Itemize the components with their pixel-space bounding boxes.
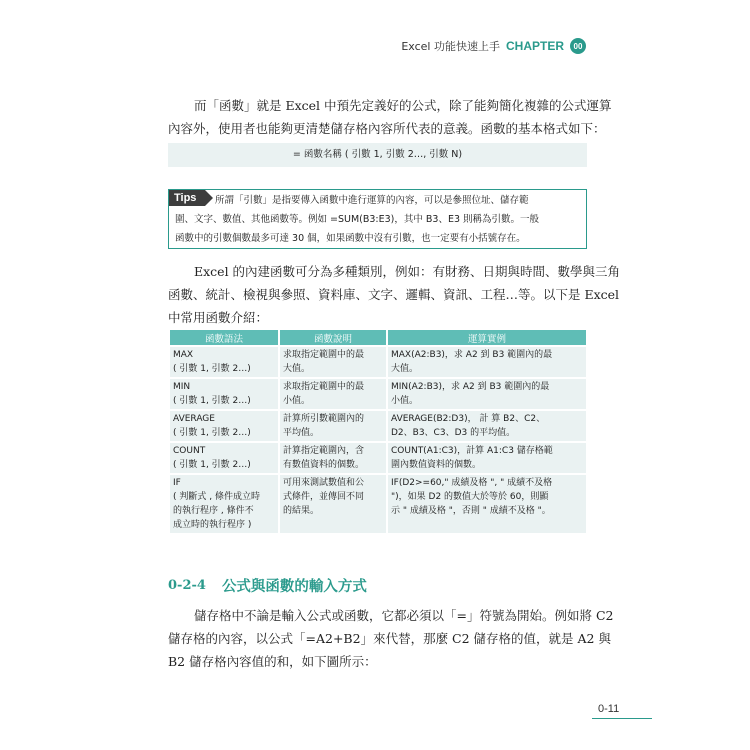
description-cell	[280, 379, 386, 409]
example-text: ")，如果 D2 的數值大於等於 60，則顯	[391, 492, 549, 502]
tips-line: 所謂「引數」是指要傳入函數中進行運算的內容，可以是參照位址、儲存範	[215, 195, 529, 206]
example-cell	[388, 411, 586, 441]
example-text: MAX(A2:B3)，求 A2 到 B3 範圍內的最	[391, 350, 553, 360]
example-cell	[388, 475, 586, 533]
intro-paragraph	[168, 94, 612, 140]
example-text: COUNT(A1:C3)，計算 A1:C3 儲存格範	[391, 446, 553, 456]
formula-syntax-box: = 函數名稱 ( 引數 1, 引數 2…, 引數 N)	[168, 143, 587, 167]
description-text: 可用來測試數值和公	[283, 478, 365, 488]
description-text: 式條件，並傳回不同	[283, 492, 365, 502]
header-syntax: 函數語法	[170, 330, 278, 345]
syntax-text: ( 引數 1, 引數 2…)	[173, 460, 251, 470]
example-text: 大值。	[391, 364, 419, 374]
example-text: D2、B3、C3、D3 的平均值。	[391, 428, 516, 438]
tips-line: 圍、文字、數值、其他函數等。例如 =SUM(B3:E3)，其中 B3、E3 則稱為引數。一般	[175, 214, 540, 225]
intro-line: 而「函數」就是 Excel 中預先定義好的公式，除了能夠簡化複雜的公式運算	[194, 98, 612, 113]
section-title: 公式與函數的輸入方式	[221, 578, 367, 595]
syntax-text: ( 引數 1, 引數 2…)	[173, 364, 251, 374]
intro-line: 內容外，使用者也能夠更清楚儲存格內容所代表的意義。函數的基本格式如下：	[168, 121, 606, 136]
example-text: AVERAGE(B2:D3)， 計 算 B2、C2、	[391, 414, 546, 424]
description-cell	[280, 475, 386, 533]
example-text: MIN(A2:B3)，求 A2 到 B3 範圍內的最	[391, 382, 550, 392]
syntax-cell	[170, 379, 278, 409]
tips-box	[168, 189, 587, 249]
example-text: 小值。	[391, 396, 419, 406]
example-text: 示 " 成績及格 "，否則 " 成績不及格 "。	[391, 506, 551, 516]
closing-paragraph	[168, 604, 614, 673]
tips-line: 函數中的引數個數最多可達 30 個，如果函數中沒有引數，也一定要有小括號存在。	[175, 233, 526, 244]
description-cell	[280, 411, 386, 441]
section-number: 0-2-4	[168, 577, 206, 593]
closing-line: 儲存格中不論是輸入公式或函數，它都必須以「=」符號為開始。例如將 C2	[194, 608, 614, 623]
syntax-text: 的執行程序 , 條件不	[173, 506, 254, 516]
syntax-text: 成立時的執行程序 )	[173, 520, 252, 530]
function-table	[168, 328, 588, 535]
categories-line: Excel 的內建函數可分為多種類別，例如：有財務、日期與時間、數學與三角	[194, 264, 621, 279]
categories-line: 函數、統計、檢視與參照、資料庫、文字、邏輯、資訊、工程…等。以下是 Excel	[168, 287, 620, 302]
syntax-text: AVERAGE	[173, 414, 215, 424]
header-title: Excel 功能快速上手	[401, 40, 500, 53]
syntax-text: MAX	[173, 350, 194, 360]
syntax-text: ( 引數 1, 引數 2…)	[173, 428, 251, 438]
header-example: 運算實例	[388, 330, 586, 345]
description-text: 求取指定範圍中的最	[283, 382, 365, 392]
page-number-rule	[592, 718, 652, 719]
description-text: 計算所引數範圍內的	[283, 414, 365, 424]
example-text: IF(D2>=60," 成績及格 ", " 成績不及格	[391, 478, 553, 488]
header-description: 函數說明	[280, 330, 386, 345]
description-cell	[280, 443, 386, 473]
closing-line: B2 儲存格內容值的和，如下圖所示：	[168, 654, 377, 669]
description-text: 大值。	[283, 364, 311, 374]
table-header-row	[170, 330, 586, 345]
description-text: 平均值。	[283, 428, 320, 438]
chapter-label: CHAPTER	[505, 39, 564, 53]
example-text: 圍內數值資料的個數。	[391, 460, 482, 470]
table-row	[170, 475, 586, 533]
tips-label: Tips	[169, 190, 205, 206]
example-cell	[388, 443, 586, 473]
syntax-cell	[170, 347, 278, 377]
description-text: 的結果。	[283, 506, 320, 516]
section-heading	[168, 574, 367, 596]
description-text: 計算指定範圍內，含	[283, 446, 365, 456]
description-text: 求取指定範圍中的最	[283, 350, 365, 360]
closing-line: 儲存格的內容，以公式「=A2+B2」來代替，那麼 C2 儲存格的值，就是 A2 與	[168, 631, 611, 646]
chapter-number-badge: 00	[570, 38, 586, 54]
table-row	[170, 443, 586, 473]
description-text: 有數值資料的個數。	[283, 460, 365, 470]
table-row	[170, 379, 586, 409]
syntax-text: COUNT	[173, 446, 206, 456]
syntax-text: MIN	[173, 382, 191, 392]
syntax-cell	[170, 475, 278, 533]
syntax-text: IF	[173, 478, 181, 488]
description-text: 小值。	[283, 396, 311, 406]
table-row	[170, 411, 586, 441]
categories-line: 中常用函數介紹：	[168, 310, 269, 325]
example-cell	[388, 379, 586, 409]
syntax-cell	[170, 411, 278, 441]
syntax-text: ( 判斷式 , 條件成立時	[173, 492, 260, 502]
table-row	[170, 347, 586, 377]
syntax-cell	[170, 443, 278, 473]
example-cell	[388, 347, 586, 377]
page-number: 0-11	[598, 703, 620, 715]
tips-text	[175, 191, 580, 248]
description-cell	[280, 347, 386, 377]
syntax-text: ( 引數 1, 引數 2…)	[173, 396, 251, 406]
running-header	[401, 36, 586, 56]
categories-paragraph	[168, 260, 621, 329]
